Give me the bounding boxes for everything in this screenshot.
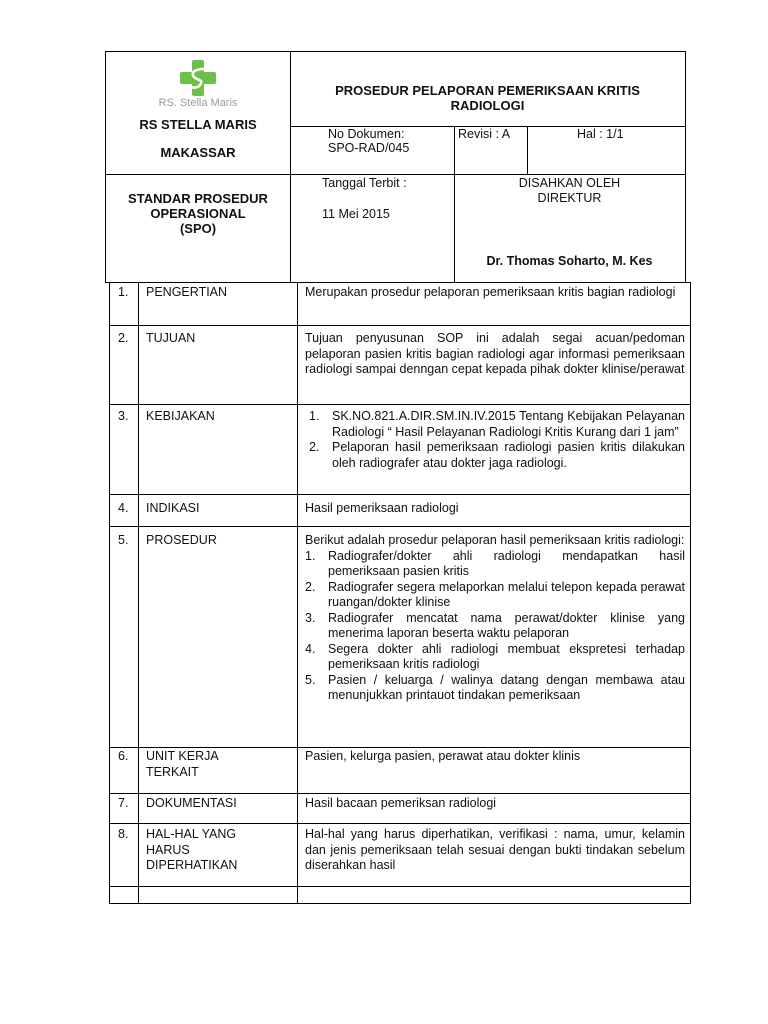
list-item: 2. Pelaporan hasil pemeriksaan radiologi pasien kritis dilakukan oleh radiografer atau dokter jaga radiologi. <box>309 440 685 470</box>
logo-caption: RS. Stella Maris <box>158 97 238 109</box>
row-number: 3. <box>118 409 129 423</box>
list-item: 1. Radiografer/dokter ahli radiologi mendapatkan hasil pemeriksaan pasien kritis <box>305 548 685 578</box>
issue-date: 11 Mei 2015 <box>322 207 390 221</box>
row-content <box>309 409 685 471</box>
procedure-table <box>109 282 691 904</box>
row-number: 6. <box>118 749 129 763</box>
approval-label: DISAHKAN OLEH DIREKTUR <box>518 176 621 205</box>
document-header <box>105 51 686 283</box>
hospital-logo-icon <box>178 60 218 96</box>
spo-label: STANDAR PROSEDUR OPERASIONAL (SPO) <box>128 191 268 236</box>
row-label: HAL-HAL YANG HARUS DIPERHATIKAN <box>146 827 238 872</box>
procedure-intro: Berikut adalah prosedur pelaporan hasil pemeriksaan kritis radiologi: <box>305 533 685 547</box>
revision: Revisi : A <box>458 127 511 141</box>
page-number: Hal : 1/1 <box>577 127 624 141</box>
list-item: 4. Segera dokter ahli radiologi membuat ekspretesi terhadap pemeriksaan kritis radiologi <box>305 641 685 671</box>
row-label: PENGERTIAN <box>146 285 228 299</box>
list-item: 1. SK.NO.821.A.DIR.SM.IN.IV.2015 Tentang Kebijakan Pelayanan Radiologi “ Hasil Pelayanan Radiologi Kritis Kurang dari 1 jam” <box>309 409 685 439</box>
row-number: 2. <box>118 331 129 345</box>
row-label: DOKUMENTASI <box>146 796 237 810</box>
hospital-name: RS STELLA MARIS <box>139 117 257 132</box>
row-label: INDIKASI <box>146 501 200 515</box>
row-content: Pasien, kelurga pasien, perawat atau dokter klinis <box>305 749 581 763</box>
row-label: PROSEDUR <box>146 533 217 547</box>
row-content: Hasil bacaan pemeriksan radiologi <box>305 796 497 810</box>
director-name: Dr. Thomas Soharto, M. Kes <box>486 254 653 268</box>
row-content: Tujuan penyusunan SOP ini adalah segai acuan/pedoman pelaporan pasien kritis bagian radiologi agar informasi pemeriksaan radiologi sampai denngan cepat kepada pihak dokter klinise/perawat <box>305 331 685 376</box>
document-title: PROSEDUR PELAPORAN PEMERIKSAAN KRITIS RADIOLOGI <box>335 83 640 113</box>
row-content: Hal-hal yang harus diperhatikan, verifikasi : nama, umur, kelamin dan jenis pemeriksaan telah sesuai dengan bukti tindakan sebelum diserahkan hasil <box>305 827 685 872</box>
issue-date-label: Tanggal Terbit : <box>322 176 407 190</box>
list-item: 3. Radiografer mencatat nama perawat/dokter klinise yang menerima laporan beserta waktu pelaporan <box>305 610 685 640</box>
row-label: KEBIJAKAN <box>146 409 215 423</box>
row-content <box>305 533 685 704</box>
doc-number: No Dokumen: SPO-RAD/045 <box>328 127 410 155</box>
row-number: 8. <box>118 827 129 841</box>
row-number: 5. <box>118 533 129 547</box>
hospital-city: MAKASSAR <box>160 145 236 160</box>
list-item: 2. Radiografer segera melaporkan melalui telepon kepada perawat ruangan/dokter klinise <box>305 579 685 609</box>
row-number: 1. <box>118 285 129 299</box>
row-label: TUJUAN <box>146 331 196 345</box>
row-content: Merupakan prosedur pelaporan pemeriksaan kritis bagian radiologi <box>305 285 676 299</box>
row-label: UNIT KERJA TERKAIT <box>146 749 219 779</box>
row-number: 7. <box>118 796 129 810</box>
row-content: Hasil pemeriksaan radiologi <box>305 501 459 515</box>
list-item: 5. Pasien / keluarga / walinya datang dengan membawa atau menunjukkan printauot tindakan pemeriksaan <box>305 672 685 702</box>
row-number: 4. <box>118 501 129 515</box>
